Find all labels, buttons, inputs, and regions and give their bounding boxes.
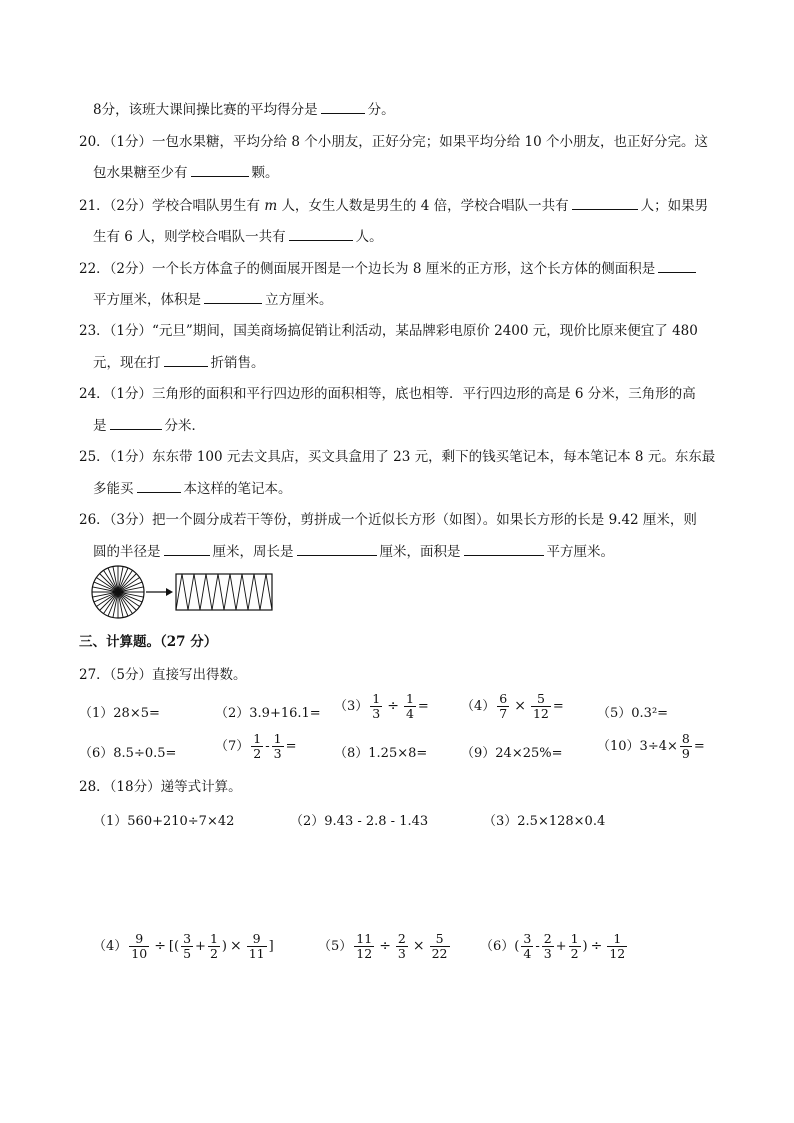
fraction: $\frac{6}{7}$ (499, 691, 508, 721)
q27-item-7: （7） $\frac{1}{2}$ - $\frac{1}{3}$ = (215, 731, 297, 761)
q28-problem-3: （3）2.5×128×0.4 (483, 814, 606, 829)
fraction: $\frac{1}{2}$ (570, 931, 579, 961)
answer-blank[interactable] (297, 542, 377, 556)
q27-item-2: （2）3.9+16.1= (215, 706, 321, 721)
q27-item-3: （3） $\frac{1}{3}$ ÷ $\frac{1}{4}$ = (334, 691, 429, 721)
section-3-title: 三、计算题。（27 分） (79, 634, 218, 650)
question-23: 23．（1分）“元旦”期间，国美商场搞促销让利活动，某品牌彩电原价 2400 元，现价比原来便宜了 480 (79, 323, 698, 339)
answer-blank[interactable] (289, 227, 353, 241)
answer-blank[interactable] (321, 100, 365, 114)
q28-problem-4: （4） $\frac{9}{10}$ ÷ [( $\frac{3}{5}$ + $\frac{1}{2}$ ) × $\frac{9}{11}$ ] (93, 931, 274, 961)
question-28-heading: 28．（18分）递等式计算。 (79, 779, 242, 795)
question-27-heading: 27．（5分）直接写出得数。 (79, 667, 247, 683)
q28-problem-1: （1）560+210÷7×42 (93, 814, 235, 829)
q27-item-10: （10）3÷4× $\frac{8}{9}$ = (597, 731, 705, 761)
question-22-line2: 平方厘米，体积是 立方厘米。 (93, 292, 333, 308)
answer-blank[interactable] (110, 416, 162, 430)
fraction: $\frac{5}{12}$ (532, 691, 549, 721)
question-22: 22．（2分）一个长方体盒子的侧面展开图是一个边长为 8 厘米的正方形，这个长方体的侧面积是 (79, 259, 699, 278)
answer-blank[interactable] (204, 290, 262, 304)
question-24: 24．（1分）三角形的面积和平行四边形的面积相等，底也相等．平行四边形的高是 6 分米，三角形的高 (79, 386, 696, 402)
q27-item-9: （9）24×25%= (461, 746, 563, 761)
q27-item-5: （5）0.3²= (597, 706, 669, 721)
q27-item-8: （8）1.25×8= (334, 746, 428, 761)
question-20: 20．（1分）一包水果糖，平均分给 8 个小朋友，正好分完；如果平均分给 10 个小朋友，也正好分完。这 (79, 134, 708, 150)
fraction: $\frac{3}{5}$ (183, 931, 192, 961)
q28-problem-6: （6）( $\frac{3}{4}$ - $\frac{2}{3}$ + $\frac{1}{2}$ ) ÷ $\frac{1}{12}$ (480, 931, 626, 961)
fraction: $\frac{2}{3}$ (543, 931, 552, 961)
fraction: $\frac{5}{22}$ (431, 931, 448, 961)
fraction: $\frac{1}{3}$ (273, 731, 282, 761)
approximate-rectangle (176, 574, 272, 610)
q27-item-6: （6）8.5÷0.5= (79, 746, 177, 761)
answer-blank[interactable] (191, 163, 249, 177)
fraction: $\frac{2}{3}$ (397, 931, 406, 961)
fraction: $\frac{1}{3}$ (372, 691, 381, 721)
arrow (146, 588, 173, 596)
fraction: $\frac{9}{11}$ (248, 931, 265, 961)
question-25: 25．（1分）东东带 100 元去文具店，买文具盒用了 23 元，剩下的钱买笔记本，每本笔记本 8 元。东东最 (79, 449, 716, 465)
question-23-line2: 元，现在打 折销售。 (93, 355, 265, 371)
q28-problem-2: （2）9.43 - 2.8 - 1.43 (290, 814, 429, 829)
fraction: $\frac{11}{12}$ (356, 931, 373, 961)
answer-blank[interactable] (658, 259, 696, 273)
fraction: $\frac{1}{4}$ (405, 691, 414, 721)
answer-blank[interactable] (464, 542, 544, 556)
fraction: $\frac{1}{2}$ (253, 731, 262, 761)
fraction: $\frac{1}{2}$ (209, 931, 218, 961)
question-26-line2: 圆的半径是 厘米，周长是 厘米，面积是 平方厘米。 (93, 544, 614, 560)
answer-blank[interactable] (572, 196, 638, 210)
answer-blank[interactable] (164, 542, 210, 556)
fraction: $\frac{1}{12}$ (609, 931, 626, 961)
answer-blank[interactable] (164, 353, 208, 367)
q19-tail: 8分，该班大课间操比赛的平均得分是 分。 (93, 102, 395, 118)
fraction: $\frac{8}{9}$ (681, 731, 690, 761)
question-25-line2: 多能买 本这样的笔记本。 (93, 481, 292, 497)
sectored-circle (92, 566, 144, 618)
answer-blank[interactable] (137, 479, 181, 493)
fraction: $\frac{3}{4}$ (523, 931, 532, 961)
question-24-line2: 是 分米． (93, 418, 205, 434)
q28-problem-5: （5） $\frac{11}{12}$ ÷ $\frac{2}{3}$ × $\frac{5}{22}$ (318, 931, 448, 961)
question-21-line2: 生有 6 人，则学校合唱队一共有 人。 (93, 229, 383, 245)
question-20-line2: 包水果糖至少有 颗。 (93, 165, 279, 181)
q27-item-4: （4） $\frac{6}{7}$ × $\frac{5}{12}$ = (461, 691, 564, 721)
circle-to-rectangle-figure (90, 564, 280, 620)
fraction: $\frac{9}{10}$ (131, 931, 148, 961)
question-26: 26．（3分）把一个圆分成若干等份，剪拼成一个近似长方形（如图）。如果长方形的长是 9.42 厘米，则 (79, 512, 697, 528)
q27-item-1: （1）28×5= (79, 706, 160, 721)
question-21: 21．（2分）学校合唱队男生有 m 人，女生人数是男生的 4 倍，学校合唱队一共有 人；如果男 (79, 198, 709, 214)
